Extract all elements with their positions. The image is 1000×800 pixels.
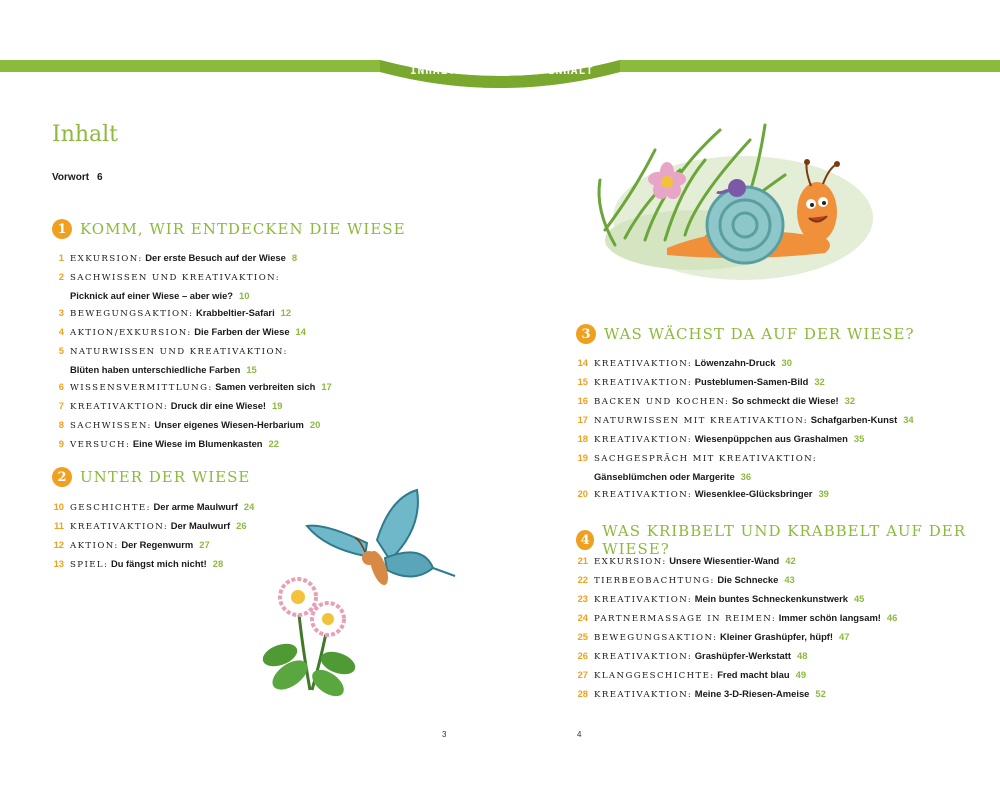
entry-category: KREATIVAKTION: <box>594 652 693 662</box>
toc-entry <box>52 287 332 304</box>
entry-number: 3 <box>58 307 64 318</box>
entry-page: 12 <box>280 307 292 318</box>
entry-title: Die Farben der Wiese <box>194 326 290 337</box>
entry-title: Eine Wiese im Blumenkasten <box>132 438 263 449</box>
toc-entry <box>576 571 897 590</box>
entry-title: Die Schnecke <box>717 574 779 585</box>
section-title: KOMM, WIR ENTDECKEN DIE WIESE <box>80 220 406 238</box>
section-title: UNTER DER WIESE <box>80 468 251 486</box>
toc-entry <box>52 536 254 555</box>
entry-title: Krabbeltier-Safari <box>196 307 275 318</box>
entry-number: 7 <box>58 400 64 411</box>
entry-page: 30 <box>781 357 792 368</box>
toc-entry <box>576 373 914 392</box>
entry-category: EXKURSION: <box>594 557 667 567</box>
toc-entry <box>52 304 332 323</box>
entry-category: BACKEN UND KOCHEN: <box>594 397 730 407</box>
section-2-heading <box>52 467 250 487</box>
toc-entry <box>576 685 897 704</box>
entry-number: 18 <box>577 433 588 444</box>
header-label-left: INHALT <box>410 64 456 77</box>
toc-entry <box>576 647 897 666</box>
entry-page: 15 <box>246 364 257 375</box>
entry-title: Mein buntes Schneckenkunstwerk <box>694 593 848 604</box>
toc-entry <box>576 552 897 571</box>
entry-page: 8 <box>291 252 298 263</box>
toc-entry <box>576 430 914 449</box>
entry-number: 1 <box>58 252 64 263</box>
entry-category: GESCHICHTE: <box>70 503 151 513</box>
toc-entry <box>52 268 332 287</box>
entry-number: 26 <box>577 650 588 661</box>
entry-category: KREATIVAKTION: <box>594 690 693 700</box>
page-number-left: 3 <box>442 730 447 739</box>
entry-number: 10 <box>53 501 64 512</box>
entry-title: Pusteblumen-Samen-Bild <box>694 376 809 387</box>
entry-title: Grashüpfer-Werkstatt <box>694 650 791 661</box>
entry-page: 32 <box>844 395 856 406</box>
entry-page: 52 <box>815 688 826 699</box>
entry-page: 14 <box>295 326 306 337</box>
entry-page: 20 <box>309 419 321 430</box>
entry-page: 22 <box>268 438 279 449</box>
entry-number: 23 <box>577 593 588 604</box>
entry-page: 34 <box>903 414 914 425</box>
toc-entry <box>52 397 332 416</box>
entry-page: 49 <box>795 669 807 680</box>
entry-title: Blüten haben unterschiedliche Farben <box>70 364 241 375</box>
toc-entry <box>52 416 332 435</box>
toc-entry <box>52 555 254 574</box>
entry-page: 43 <box>784 574 795 585</box>
entry-page: 42 <box>785 555 796 566</box>
entry-category: AKTION/EXKURSION: <box>70 328 192 338</box>
entry-number: 19 <box>577 452 588 463</box>
toc-entry <box>52 378 332 397</box>
section-1-heading <box>52 219 406 239</box>
entry-title: Picknick auf einer Wiese – aber wie? <box>70 290 234 301</box>
entry-category: SACHWISSEN: <box>70 421 152 431</box>
entry-title: Schafgarben-Kunst <box>810 414 898 425</box>
entry-number: 4 <box>58 326 64 337</box>
entry-category: WISSENSVERMITTLUNG: <box>70 383 213 393</box>
entry-page: 10 <box>239 290 250 301</box>
toc-entry <box>52 498 254 517</box>
page-number-right: 4 <box>577 730 582 739</box>
section-1-entries <box>52 249 332 454</box>
section-4-entries <box>576 552 897 704</box>
entry-page: 35 <box>853 433 865 444</box>
entry-category: EXKURSION: <box>70 254 143 264</box>
entry-category: NATURWISSEN UND KREATIVAKTION: <box>70 347 288 357</box>
toc-entry <box>576 411 914 430</box>
entry-number: 13 <box>53 558 64 569</box>
entry-title: So schmeckt die Wiese! <box>731 395 839 406</box>
entry-title: Kleiner Grashüpfer, hüpf! <box>720 631 834 642</box>
entry-number: 6 <box>58 381 64 392</box>
toc-entry <box>52 517 254 536</box>
entry-page: 26 <box>236 520 247 531</box>
entry-number: 12 <box>53 539 64 550</box>
entry-number: 9 <box>58 438 64 449</box>
toc-entry <box>576 468 914 485</box>
toc-entry <box>52 323 332 342</box>
foreword-page: 6 <box>97 172 103 183</box>
entry-category: TIERBEOBACHTUNG: <box>594 576 715 586</box>
entry-category: KREATIVAKTION: <box>70 402 169 412</box>
entry-title: Meine 3-D-Riesen-Ameise <box>694 688 810 699</box>
entry-category: KREATIVAKTION: <box>594 595 693 605</box>
entry-title: Der Maulwurf <box>170 520 231 531</box>
entry-category: SACHGESPRÄCH MIT KREATIVAKTION: <box>594 454 818 464</box>
toc-entry <box>576 392 914 411</box>
section-2-entries <box>52 498 254 574</box>
toc-entry <box>576 485 914 504</box>
entry-page: 36 <box>740 471 752 482</box>
entry-page: 48 <box>796 650 808 661</box>
page-title: Inhalt <box>52 122 119 147</box>
entry-title: Der Regenwurm <box>121 539 194 550</box>
entry-category: AKTION: <box>70 541 119 551</box>
entry-number: 27 <box>577 669 588 680</box>
section-number-badge: 3 <box>576 324 596 344</box>
entry-title: Samen verbreiten sich <box>215 381 316 392</box>
daisies-illustration <box>260 575 360 700</box>
header-band <box>0 0 1000 90</box>
section-number-badge: 1 <box>52 219 72 239</box>
entry-category: KREATIVAKTION: <box>70 522 169 532</box>
entry-number: 21 <box>577 555 588 566</box>
entry-number: 11 <box>54 520 64 531</box>
entry-title: Unsere Wiesentier-Wand <box>669 555 780 566</box>
entry-page: 24 <box>243 501 255 512</box>
section-number-badge: 2 <box>52 467 72 487</box>
toc-entry <box>576 609 897 628</box>
entry-number: 15 <box>577 376 588 387</box>
toc-entry <box>576 590 897 609</box>
toc-entry <box>576 666 897 685</box>
toc-entry <box>576 354 914 373</box>
header-label-right: INHALT <box>548 64 594 77</box>
entry-page: 45 <box>853 593 865 604</box>
section-3-entries <box>576 354 914 504</box>
entry-page: 27 <box>199 539 210 550</box>
entry-page: 39 <box>818 488 829 499</box>
entry-category: KREATIVAKTION: <box>594 435 693 445</box>
toc-entry <box>52 361 332 378</box>
entry-page: 32 <box>814 376 825 387</box>
entry-title: Unser eigenes Wiesen-Herbarium <box>154 419 304 430</box>
foreword-entry <box>52 172 103 183</box>
entry-page: 46 <box>886 612 898 623</box>
section-title: WAS WÄCHST DA AUF DER WIESE? <box>604 325 915 343</box>
entry-category: SPIEL: <box>70 560 109 570</box>
entry-number: 22 <box>577 574 588 585</box>
section-title: WAS KRIBBELT UND KRABBELT AUF DER WIESE? <box>602 522 967 558</box>
entry-number: 14 <box>577 357 588 368</box>
entry-number: 8 <box>58 419 64 430</box>
entry-title: Wiesenpüppchen aus Grashalmen <box>694 433 848 444</box>
entry-title: Der arme Maulwurf <box>153 501 238 512</box>
entry-title: Du fängst mich nicht! <box>110 558 207 569</box>
entry-category: KREATIVAKTION: <box>594 378 693 388</box>
entry-title: Löwenzahn-Druck <box>694 357 776 368</box>
entry-category: KLANGGESCHICHTE: <box>594 671 715 681</box>
entry-title: Gänseblümchen oder Margerite <box>594 471 735 482</box>
entry-title: Fred macht blau <box>717 669 790 680</box>
entry-number: 2 <box>58 271 64 282</box>
toc-entry <box>576 449 914 468</box>
snail-in-grass-illustration <box>585 120 885 285</box>
entry-category: VERSUCH: <box>70 440 131 450</box>
entry-category: BEWEGUNGSAKTION: <box>70 309 194 319</box>
toc-entry <box>52 342 332 361</box>
entry-number: 28 <box>577 688 588 699</box>
entry-number: 5 <box>58 345 64 356</box>
entry-category: KREATIVAKTION: <box>594 359 693 369</box>
entry-title: Immer schön langsam! <box>778 612 881 623</box>
toc-entry <box>52 435 332 454</box>
entry-category: PARTNERMASSAGE IN REIMEN: <box>594 614 777 624</box>
entry-number: 24 <box>577 612 588 623</box>
entry-category: NATURWISSEN MIT KREATIVAKTION: <box>594 416 809 426</box>
entry-page: 17 <box>321 381 332 392</box>
entry-page: 28 <box>212 558 224 569</box>
entry-category: KREATIVAKTION: <box>594 490 693 500</box>
foreword-label: Vorwort <box>52 172 90 183</box>
entry-category: SACHWISSEN UND KREATIVAKTION: <box>70 273 281 283</box>
toc-entry <box>576 628 897 647</box>
entry-category: BEWEGUNGSAKTION: <box>594 633 718 643</box>
entry-number: 17 <box>577 414 588 425</box>
entry-page: 19 <box>272 400 283 411</box>
toc-entry <box>52 249 332 268</box>
section-number-badge: 4 <box>576 530 594 550</box>
entry-page: 47 <box>839 631 850 642</box>
entry-number: 20 <box>577 488 588 499</box>
entry-number: 25 <box>577 631 588 642</box>
section-3-heading <box>576 324 915 344</box>
entry-title: Druck dir eine Wiese! <box>170 400 267 411</box>
entry-number: 16 <box>577 395 588 406</box>
entry-title: Der erste Besuch auf der Wiese <box>145 252 286 263</box>
entry-title: Wiesenklee-Glücksbringer <box>694 488 813 499</box>
